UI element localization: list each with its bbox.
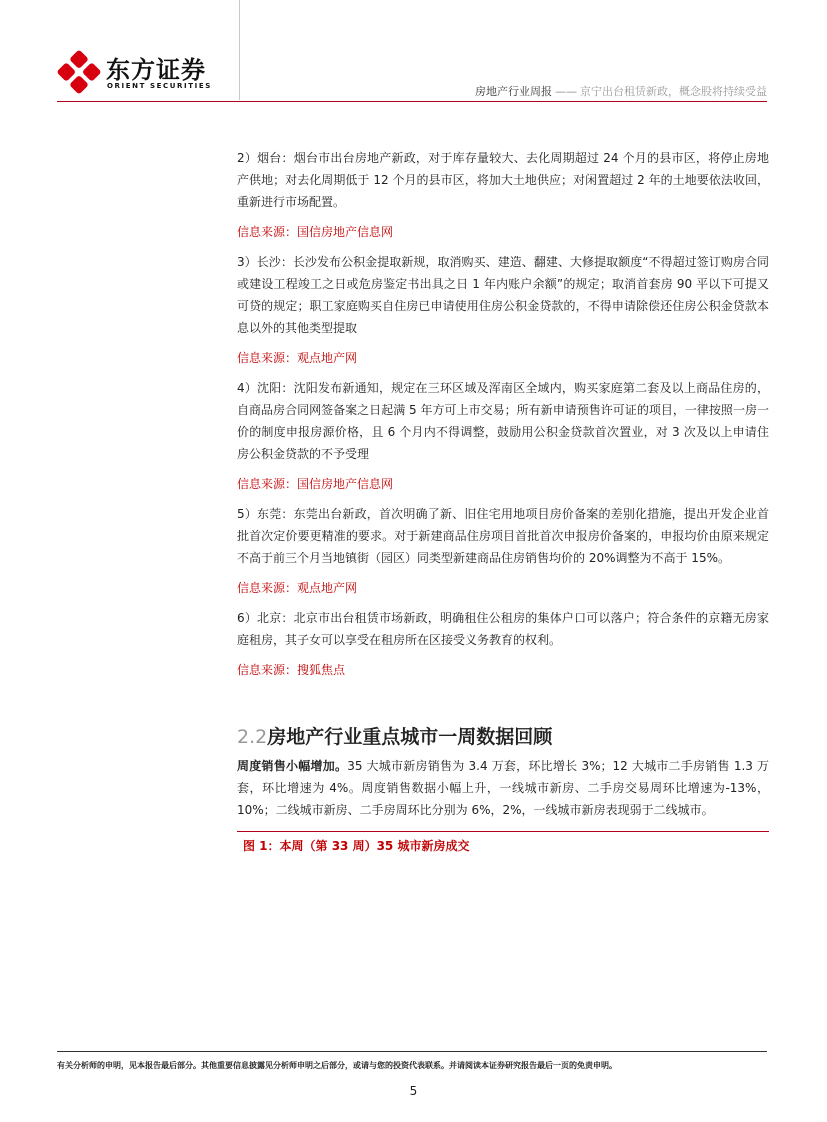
page-number: 5 bbox=[409, 1084, 418, 1098]
section-text: 35 大城市新房销售为 3.4 万套，环比增长 3%；12 大城市二手房销售 1.3 万套，环比增速为 4%。周度销售数据小幅上升，一线城市新房、二手房交易周环比增速为-13%，10%；二线城市新房、二手房周环比分别为 6%，2%，一线城市新房表现弱于二线城市。 bbox=[237, 759, 769, 817]
logo-mark-icon bbox=[57, 50, 101, 94]
report-body bbox=[237, 147, 769, 855]
footer-rule bbox=[57, 1051, 767, 1052]
section-number: 2.2 bbox=[237, 726, 268, 748]
section-lead: 周度销售小幅增加。 bbox=[237, 759, 348, 773]
footer-disclaimer: 有关分析师的申明，见本报告最后部分。其他重要信息披露见分析师申明之后部分，或请与您的投资代表联系。并请阅读本证券研究报告最后一页的免责申明。 bbox=[57, 1061, 617, 1070]
report-header bbox=[475, 83, 767, 99]
company-logo bbox=[57, 50, 227, 95]
news-item-yantai: 2）烟台：烟台市出台房地产新政，对于库存量较大、去化周期超过 24 个月的县市区，将停止房地产供地；对去化周期低于 12 个月的县市区，将加大土地供应；对闲置超过 2 年的土地要依法收回，重新进行市场配置。 bbox=[237, 151, 769, 209]
news-source-shenyang: 信息来源：国信房地产信息网 bbox=[237, 477, 394, 491]
header-divider-line bbox=[239, 0, 240, 100]
news-item-beijing: 6）北京：北京市出台租赁市场新政，明确租住公租房的集体户口可以落户；符合条件的京籍无房家庭租房，其子女可以享受在租房所在区接受义务教育的权利。 bbox=[237, 611, 769, 647]
header-separator: —— bbox=[555, 85, 577, 98]
logo-english-name: ORIENT SECURITIES bbox=[107, 82, 212, 90]
news-item-shenyang: 4）沈阳：沈阳发布新通知，规定在三环区域及浑南区全域内，购买家庭第二套及以上商品住房的，自商品房合同网签备案之日起满 5 年方可上市交易；所有新申请预售许可证的项目，一律按照一房一价的制度申报房源价格，且 6 个月内不得调整，鼓励用公积金贷款首次置业，对 3 次及以上申请住房公积金贷款的不予受理 bbox=[237, 381, 769, 461]
logo-chinese-name: 东方证券 bbox=[106, 56, 206, 84]
report-category: 房地产行业周报 bbox=[475, 85, 552, 98]
news-source-beijing: 信息来源：搜狐焦点 bbox=[237, 663, 346, 677]
news-source-yantai: 信息来源：国信房地产信息网 bbox=[237, 225, 394, 239]
news-source-dongguan: 信息来源：观点地产网 bbox=[237, 581, 358, 595]
section-paragraph bbox=[237, 755, 769, 821]
news-item-changsha: 3）长沙：长沙发布公积金提取新规，取消购买、建造、翻建、大修提取额度“不得超过签订购房合同或建设工程竣工之日或危房鉴定书出具之日 1 年内账户余额”的规定；取消首套房 90 平以下可提又可贷的规定；职工家庭购买自住房已申请使用住房公积金贷款的，不得申请除偿还住房公积金贷款本息以外的其他类型提取 bbox=[237, 255, 769, 335]
section-heading bbox=[237, 723, 769, 751]
news-source-changsha: 信息来源：观点地产网 bbox=[237, 351, 358, 365]
report-title: 京宁出台租赁新政，概念股将持续受益 bbox=[580, 85, 767, 98]
figure-rule bbox=[237, 831, 769, 832]
header-rule bbox=[57, 101, 767, 102]
news-item-dongguan: 5）东莞：东莞出台新政，首次明确了新、旧住宅用地项目房价备案的差别化措施，提出开发企业首批首次定价要更精准的要求。对于新建商品住房项目首批首次申报房价备案的，申报均价由原来规定不高于前三个月当地镇街（园区）同类型新建商品住房销售均价的 20%调整为不高于 15%。 bbox=[237, 507, 769, 565]
figure-caption: 图 1：本周（第 33 周）35 城市新房成交 bbox=[243, 839, 470, 853]
section-title-text: 房地产行业重点城市一周数据回顾 bbox=[267, 726, 553, 748]
